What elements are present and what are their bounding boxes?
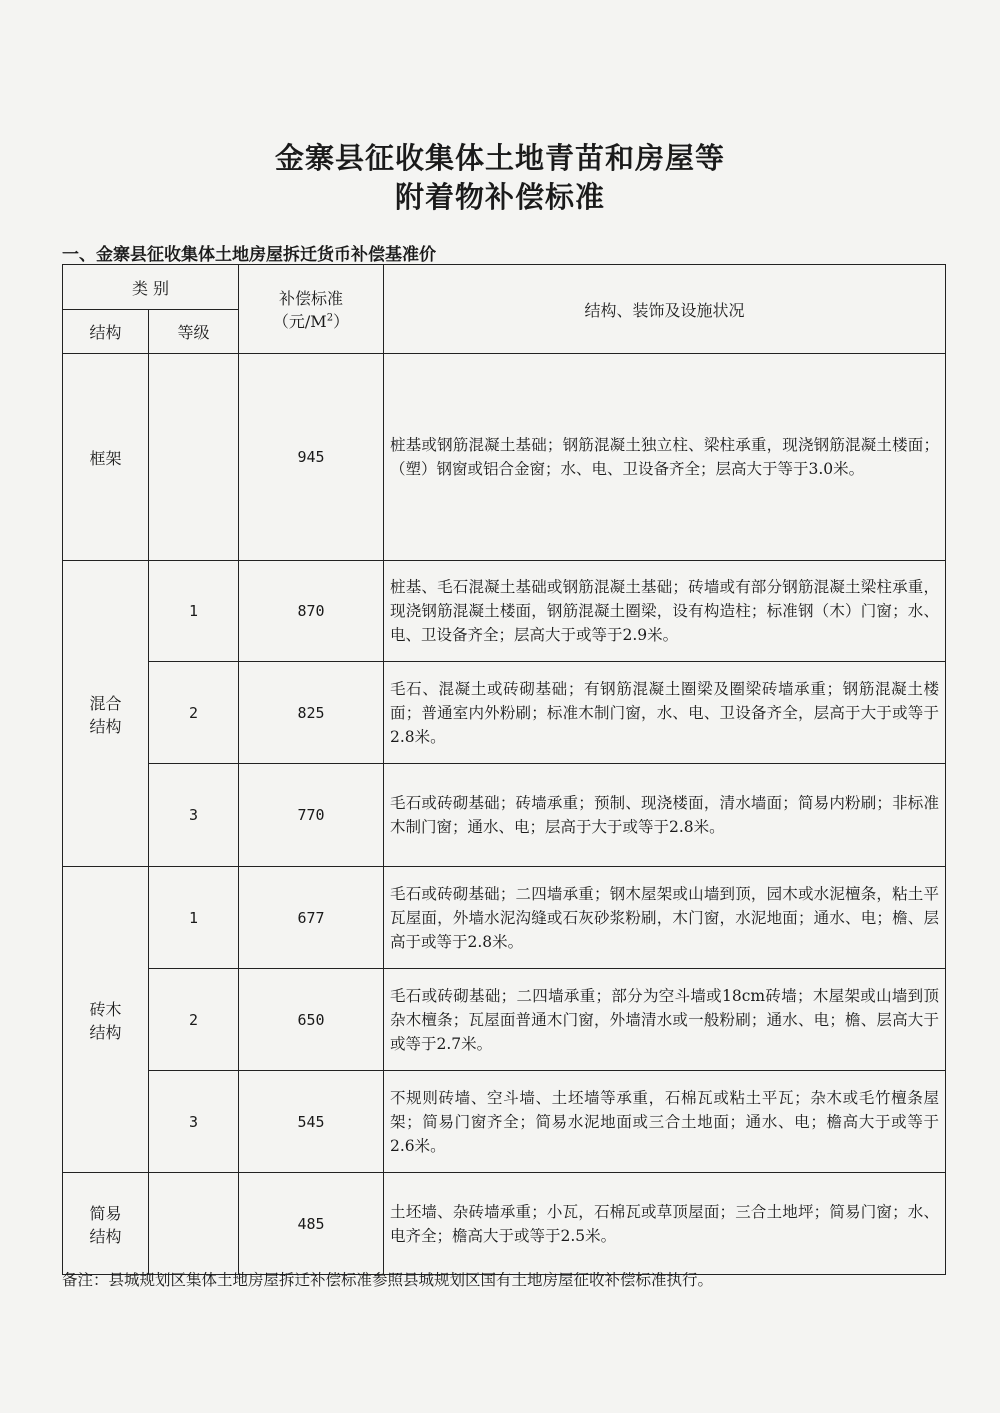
document-title-line1: 金寨县征收集体土地青苗和房屋等 [274, 141, 725, 175]
grade-cell [149, 354, 239, 561]
condition-cell: 毛石或砖砌基础；二四墙承重；部分为空斗墙或18cm砖墙；木屋架或山墙到顶杂木檀条；瓦屋面普通木门窗，外墙清水或一般粉刷；通水、电；檐、层高大于或等于2.7米。 [384, 969, 946, 1071]
structure-cell: 混合 结构 [63, 561, 149, 867]
structure-cell: 砖木 结构 [63, 867, 149, 1173]
header-grade: 等级 [149, 310, 239, 354]
condition-cell: 毛石或砖砌基础；砖墙承重；预制、现浇楼面，清水墙面；简易内粉刷；非标准木制门窗；通水、电；层高于大于或等于2.8米。 [384, 764, 946, 867]
price-cell: 485 [239, 1173, 384, 1275]
grade-cell: 1 [149, 561, 239, 662]
table-row [63, 662, 946, 764]
grade-cell [149, 1173, 239, 1275]
compensation-table [62, 264, 946, 1275]
price-cell: 825 [239, 662, 384, 764]
grade-cell: 2 [149, 662, 239, 764]
table-row [63, 354, 946, 561]
structure-cell: 简易 结构 [63, 1173, 149, 1275]
condition-cell: 毛石、混凝土或砖砌基础；有钢筋混凝土圈梁及圈梁砖墙承重；钢筋混凝土楼面；普通室内外粉刷；标准木制门窗，水、电、卫设备齐全，层高于大于或等于2.8米。 [384, 662, 946, 764]
table-row [63, 969, 946, 1071]
header-standard: 补偿标准 （元$/M^2$） [239, 265, 384, 354]
price-cell: 945 [239, 354, 384, 561]
grade-cell: 2 [149, 969, 239, 1071]
section-heading: 一、金寨县征收集体土地房屋拆迁货币补偿基准价 [62, 245, 436, 265]
header-condition: 结构、装饰及设施状况 [384, 265, 946, 354]
price-cell: 650 [239, 969, 384, 1071]
price-cell: 770 [239, 764, 384, 867]
table-row [63, 1173, 946, 1275]
condition-cell: 毛石或砖砌基础；二四墙承重；钢木屋架或山墙到顶，园木或水泥檀条，粘土平瓦屋面，外墙水泥沟缝或石灰砂浆粉刷，木门窗，水泥地面；通水、电；檐、层高于或等于2.8米。 [384, 867, 946, 969]
table-row [63, 561, 946, 662]
footnote: 备注：县城规划区集体土地房屋拆迁补偿标准参照县城规划区国有土地房屋征收补偿标准执行。 [62, 1271, 714, 1289]
condition-cell: 桩基或钢筋混凝土基础；钢筋混凝土独立柱、梁柱承重，现浇钢筋混凝土楼面；（塑）钢窗或铝合金窗；水、电、卫设备齐全；层高大于等于3.0米。 [384, 354, 946, 561]
structure-cell: 框架 [63, 354, 149, 561]
grade-cell: 3 [149, 764, 239, 867]
condition-cell: 不规则砖墙、空斗墙、土坯墙等承重，石棉瓦或粘土平瓦；杂木或毛竹檀条屋架；简易门窗齐全；简易水泥地面或三合土地面；通水、电；檐高大于或等于2.6米。 [384, 1071, 946, 1173]
price-cell: 545 [239, 1071, 384, 1173]
table-row [63, 1071, 946, 1173]
table-row [63, 764, 946, 867]
grade-cell: 1 [149, 867, 239, 969]
condition-cell: 桩基、毛石混凝土基础或钢筋混凝土基础；砖墙或有部分钢筋混凝土梁柱承重，现浇钢筋混凝土楼面，钢筋混凝土圈梁，设有构造柱；标准钢（木）门窗；水、电、卫设备齐全；层高大于或等于2.9米。 [384, 561, 946, 662]
condition-cell: 土坯墙、杂砖墙承重；小瓦，石棉瓦或草顶屋面；三合土地坪；简易门窗；水、电齐全；檐高大于或等于2.5米。 [384, 1173, 946, 1275]
price-cell: 677 [239, 867, 384, 969]
grade-cell: 3 [149, 1071, 239, 1173]
price-cell: 870 [239, 561, 384, 662]
header-structure: 结构 [63, 310, 149, 354]
document-title-line2: 附着物补偿标准 [394, 180, 605, 214]
header-category: 类 别 [63, 265, 239, 310]
table-row [63, 867, 946, 969]
